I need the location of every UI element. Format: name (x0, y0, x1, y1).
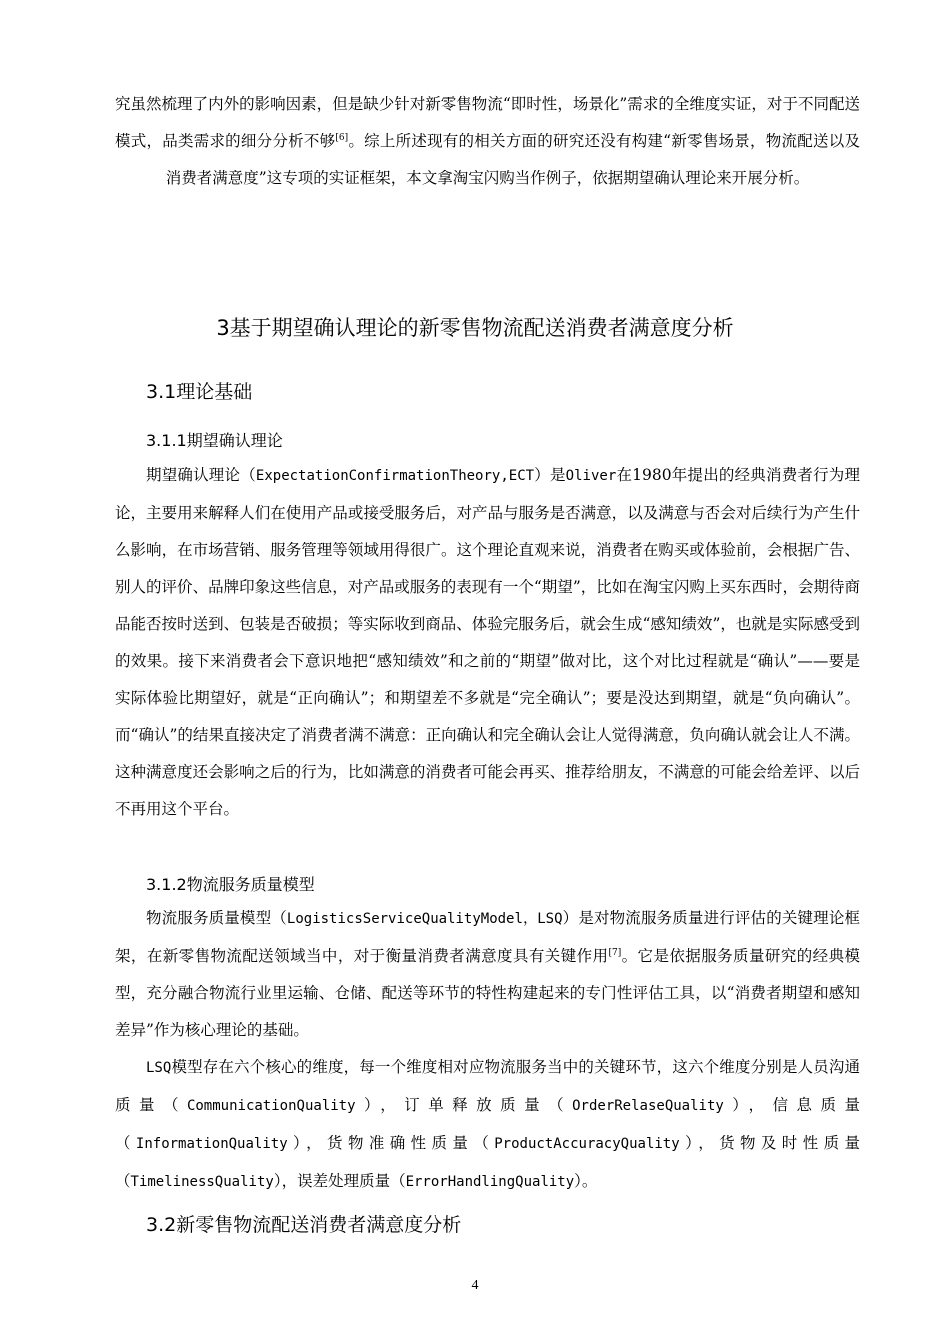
lsq-p2-text-b: ），订单释放质量（ (355, 1096, 573, 1114)
lsq-p2-text-a: 模型存在六个核心的维度，每一个维度相对应物流服务当中的关键环节，这六个维度分别是人员沟通质量（ (115, 1058, 860, 1114)
lsq-dimension-order-release: OrderRelaseQuality (572, 1098, 724, 1114)
lsq-dimension-product-accuracy: ProductAccuracyQuality (494, 1136, 680, 1152)
lsq-p2-text-c: ），信息质量（ (115, 1096, 860, 1152)
intro-text-a: 究虽然梳理了内外的影响因素，但是缺少针对新零售物流“即时性，场景化”需求的全维度实证，对于不同配送模式，品类需求的细分分析不够 (115, 95, 860, 150)
lsq-p2-text-g: ）。 (574, 1172, 598, 1190)
lsq-abbr: LSQ (146, 1060, 172, 1076)
lsq-p2-text-f: ），误差处理质量（ (273, 1172, 406, 1190)
citation-7: [7] (608, 948, 622, 958)
ect-text-b: ）是 (534, 466, 566, 484)
ect-paragraph (115, 457, 860, 828)
page-number: 4 (471, 1278, 479, 1293)
intro-paragraph (115, 86, 860, 197)
citation-6: [6] (335, 133, 349, 143)
lsq-p1-text-b: ）是对物流服务质量进行评估的关键理论框架，在新零售物流配送领域当中，对于衡量消费者满意度具有关键作用 (115, 909, 860, 965)
lsq-paragraph-1 (115, 900, 860, 1049)
lsq-paragraph-2 (115, 1049, 860, 1201)
section-3-1-1-title: 3.1.1期望确认理论 (146, 431, 283, 450)
lsq-dimension-information: InformationQuality (135, 1136, 288, 1152)
ect-text-c: 在1980年提出的经典消费者行为理论，主要用来解释人们在使用产品或接受服务后，对产品与服务是否满意，以及满意与否会对后续行为产生什么影响，在市场营销、服务管理等领域用得很广。这个理论直观来说，消费者在购买或体验前，会根据广告、别人的评价、品牌印象这些信息，对产品或服务的表现有一个“期望”，比如在淘宝闪购上买东西时，会期待商品能否按时送到、包装是否破损；等实际收到商品、体验完服务后，就会生成“感知绩效”，也就是实际感受到的效果。接下来消费者会下意识地把“感知绩效”和之前的“期望”做对比，这个对比过程就是“确认”——要是实际体验比期望好，就是“正向确认”；和期望差不多就是“完全确认”；要是没达到期望，就是“负向确认”。而“确认”的结果直接决定了消费者满不满意：正向确认和完全确认会让人觉得满意，负向确认就会让人不满。这种满意度还会影响之后的行为，比如满意的消费者可能会再买、推荐给朋友，不满意的可能会给差评、以后不再用这个平台。 (115, 466, 860, 818)
lsq-dimension-communication: CommunicationQuality (186, 1098, 356, 1114)
lsq-p2-text-d: ），货物准确性质量（ (287, 1134, 495, 1152)
ect-text-a: 期望确认理论（ (146, 466, 256, 484)
intro-text-b: 。综上所述现有的相关方面的研究还没有构建“新零售场景，物流配送以及消费者满意度”这专项的实证框架，本文拿淘宝闪购当作例子，依据期望确认理论来开展分析。 (165, 132, 860, 187)
ect-latin-term: ExpectationConfirmationTheory,ECT (255, 468, 535, 484)
lsq-p1-text-c: 。它是依据服务质量研究的经典模型，充分融合物流行业里运输、仓储、配送等环节的特性构建起来的专门性评估工具，以“消费者期望和感知差异”作为核心理论的基础。 (115, 947, 860, 1039)
ect-author-name: Oliver (565, 468, 617, 484)
lsq-p2-text-e: ），货物及时性质量（ (115, 1134, 860, 1190)
section-3-2-title: 3.2新零售物流配送消费者满意度分析 (146, 1214, 462, 1236)
lsq-dimension-error-handling: ErrorHandlingQuality (405, 1174, 575, 1190)
lsq-p1-text-a: 物流服务质量模型（ (146, 909, 287, 927)
lsq-p1-latin-term: LogisticsServiceQualityModel，LSQ (286, 911, 563, 927)
section-3-1-2-title: 3.1.2物流服务质量模型 (146, 875, 315, 894)
chapter-title: 3基于期望确认理论的新零售物流配送消费者满意度分析 (216, 316, 734, 340)
lsq-dimension-timeliness: TimelinessQuality (130, 1174, 274, 1190)
section-3-1-title: 3.1理论基础 (146, 381, 253, 403)
